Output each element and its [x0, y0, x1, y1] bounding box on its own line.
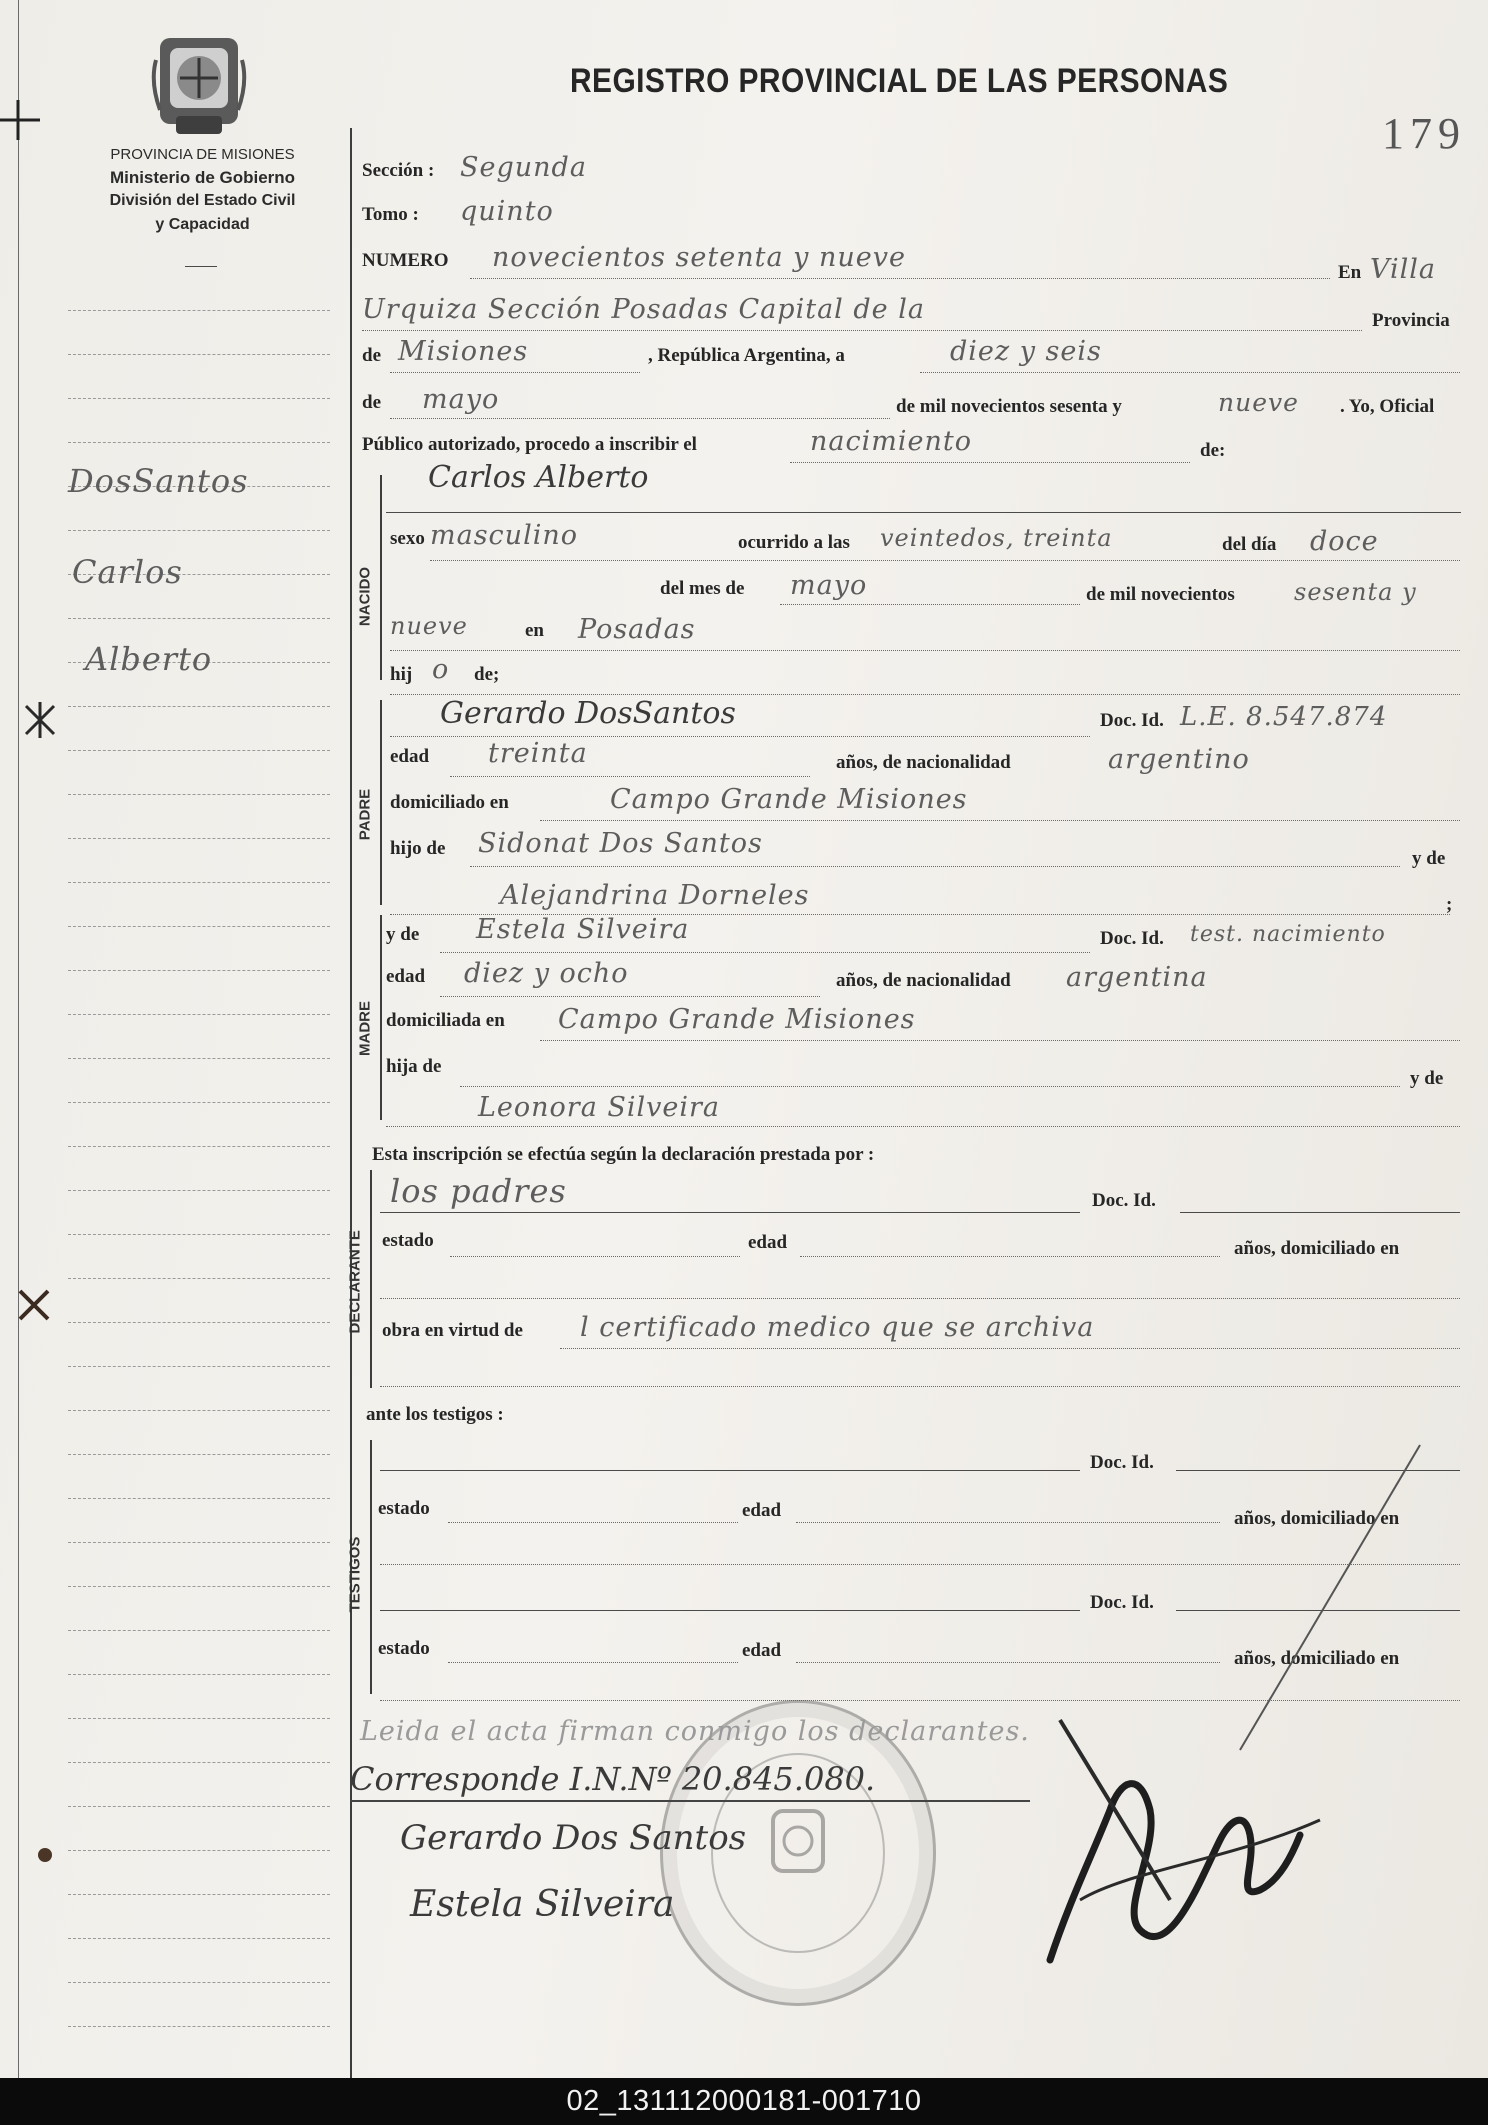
- staple-mark-icon: [14, 1285, 54, 1325]
- acto-line: [790, 462, 1190, 463]
- testigo1-estado-label: estado: [378, 1498, 430, 1519]
- margin-rule-line: [68, 926, 330, 927]
- nacido-anio1-value: sesenta y: [1294, 578, 1417, 606]
- margin-rule-line: [68, 1102, 330, 1103]
- testigo1-edad-line: [796, 1522, 1220, 1523]
- agency-province: PROVINCIA DE MISIONES: [110, 146, 295, 163]
- margin-rule-line: [68, 442, 330, 443]
- margin-rule-line: [68, 2026, 330, 2027]
- agency-capacity: y Capacidad: [155, 216, 250, 233]
- nacido-mes-label: del mes de: [660, 578, 745, 599]
- testigo1-edad-label: edad: [742, 1500, 782, 1521]
- madre-section-label: MADRE: [356, 1001, 374, 1056]
- margin-rule-line: [68, 1190, 330, 1191]
- anio-value: nueve: [1218, 388, 1299, 417]
- padre-edad-label: edad: [390, 746, 430, 767]
- de-label: de: [362, 345, 381, 366]
- margin-rule-line: [68, 1850, 330, 1851]
- tomo-value: quinto: [460, 196, 554, 227]
- closing-line-1: Leida el acta firman conmigo los declarantes.: [360, 1716, 1030, 1747]
- margin-rule-line: [68, 706, 330, 707]
- hij-line: [390, 694, 1460, 695]
- testigo2-estado-label: estado: [378, 1638, 430, 1659]
- margin-rule-line: [68, 1674, 330, 1675]
- margin-rule-line: [68, 354, 330, 355]
- margin-rule-line: [68, 1146, 330, 1147]
- agency-ministry: Ministerio de Gobierno: [109, 168, 296, 187]
- mes-line: [390, 418, 890, 419]
- staple-mark-icon: [20, 700, 60, 740]
- declarante-intro: Esta inscripción se efectúa según la declaración prestada por :: [372, 1144, 875, 1165]
- madre-doc-label: Doc. Id.: [1100, 928, 1164, 949]
- madre-hija-line: [460, 1086, 1400, 1087]
- padre-doc-label: Doc. Id.: [1100, 710, 1164, 731]
- margin-rule-line: [68, 750, 330, 751]
- del-dia-label: del día: [1222, 534, 1277, 555]
- seal-emblem-icon: [763, 1803, 833, 1883]
- lugar-line: [390, 650, 1460, 651]
- obra-label: obra en virtud de: [382, 1320, 523, 1341]
- margin-rule-line: [68, 530, 330, 531]
- madre-dom-value: Campo Grande Misiones: [558, 1004, 916, 1035]
- testigo1-anios-label: años, domiciliado en: [1234, 1508, 1400, 1529]
- margin-rule-line: [68, 1058, 330, 1059]
- obra-line: [560, 1348, 1460, 1349]
- declarante-dom-line: [380, 1298, 1460, 1299]
- seccion-value: Segunda: [460, 152, 587, 183]
- tomo-label: Tomo :: [362, 204, 419, 225]
- image-id-footer: 02_131112000181-001710: [0, 2078, 1488, 2125]
- margin-rule-line: [68, 1718, 330, 1719]
- nacido-mil-label: de mil novecientos: [1086, 584, 1235, 605]
- margin-rule-line: [68, 1806, 330, 1807]
- madre-hija-value: Leonora Silveira: [478, 1092, 721, 1123]
- sexo-value: masculino: [430, 520, 578, 551]
- margin-rule-line: [68, 882, 330, 883]
- testigo2-doc-label: Doc. Id.: [1090, 1592, 1154, 1613]
- closing-signature-mother: Estela Silveira: [410, 1884, 675, 1925]
- mes-value: mayo: [422, 384, 500, 415]
- nacido-en-label: en: [525, 620, 544, 641]
- declarante-edad-label: edad: [748, 1232, 788, 1253]
- declarante-nombre-value: los padres: [390, 1172, 567, 1210]
- hora-value: veintedos, treinta: [880, 524, 1113, 552]
- place-line: [362, 330, 1362, 331]
- de3-label: de:: [1200, 440, 1226, 461]
- margin-rule-line: [68, 1366, 330, 1367]
- margin-rule-line: [68, 1762, 330, 1763]
- madre-yde-label: y de: [386, 924, 420, 945]
- padre-hijo-label: hijo de: [390, 838, 446, 859]
- officer-signature-icon: [1030, 1660, 1330, 1980]
- padre-nombre-value: Gerardo DosSantos: [440, 696, 736, 731]
- testigo2-estado-line: [448, 1662, 738, 1663]
- margin-rule-line: [68, 1982, 330, 1983]
- seccion-label: Sección :: [362, 160, 435, 181]
- nacido-section-label: NACIDO: [356, 566, 374, 627]
- agency-division: División del Estado Civil: [109, 192, 296, 209]
- padre-doc-value: L.E. 8.547.874: [1180, 702, 1388, 732]
- hij-value: o: [432, 654, 450, 685]
- nombre-value: Carlos Alberto: [428, 460, 649, 495]
- publico-label: Público autorizado, procedo a inscribir el: [362, 434, 697, 455]
- madre-yde2-label: y de: [1410, 1068, 1444, 1089]
- testigos-section-label: TESTIGOS: [346, 1536, 364, 1613]
- margin-rule-line: [68, 1014, 330, 1015]
- padre-hijo1-value: Sidonat Dos Santos: [478, 828, 763, 859]
- declarante-section-label: DECLARANTE: [346, 1230, 364, 1334]
- declarante-doc-line: [1180, 1212, 1460, 1213]
- sexo-label: sexo: [390, 528, 425, 549]
- declarante-doc-label: Doc. Id.: [1092, 1190, 1156, 1211]
- numero-label: NUMERO: [362, 250, 449, 271]
- padre-edad-line: [450, 776, 810, 777]
- testigo2-edad-label: edad: [742, 1640, 782, 1661]
- margin-rule-line: [68, 310, 330, 311]
- madre-edad-value: diez y ocho: [464, 958, 629, 989]
- republica-label: , República Argentina, a: [648, 345, 845, 366]
- padre-nac-value: argentino: [1108, 744, 1250, 775]
- margin-rule-line: [68, 1894, 330, 1895]
- margin-rule-line: [68, 398, 330, 399]
- padre-hijo1-line: [470, 866, 1400, 867]
- margin-rule-line: [68, 838, 330, 839]
- nacido-bracket: [380, 475, 382, 680]
- acto-value: nacimiento: [810, 426, 972, 457]
- nacido-mes-line: [780, 604, 1080, 605]
- madre-nac-label: años, de nacionalidad: [836, 970, 1011, 991]
- margin-rule-line: [68, 1234, 330, 1235]
- de-line: [390, 372, 640, 373]
- padre-dom-line: [540, 820, 1460, 821]
- numero-value: novecientos setenta y nueve: [492, 242, 906, 273]
- madre-nac-value: argentina: [1066, 962, 1208, 993]
- madre-nombre-line: [440, 952, 1090, 953]
- padre-nombre-line: [390, 736, 1090, 737]
- de-value: Misiones: [398, 336, 529, 367]
- provincia-label: Provincia: [1372, 310, 1450, 331]
- madre-bracket: [380, 915, 382, 1120]
- testigo2-anios-label: años, domiciliado en: [1234, 1648, 1400, 1669]
- dia-line: [920, 372, 1460, 373]
- margin-rule-line: [68, 1630, 330, 1631]
- margin-rule-line: [68, 1410, 330, 1411]
- padre-semicolon: ;: [1446, 894, 1453, 915]
- agency-rule: [185, 266, 217, 267]
- padre-dom-value: Campo Grande Misiones: [610, 784, 968, 815]
- madre-edad-label: edad: [386, 966, 426, 987]
- padre-bracket: [380, 700, 382, 905]
- declarante-estado-label: estado: [382, 1230, 434, 1251]
- en-value: Villa: [1370, 254, 1437, 285]
- obra-line-2: [380, 1386, 1460, 1387]
- madre-dom-label: domiciliada en: [386, 1010, 505, 1031]
- margin-rule-line: [68, 1938, 330, 1939]
- de2-label: de: [362, 392, 381, 413]
- nacido-mes-value: mayo: [790, 570, 868, 601]
- madre-doc-value: test. nacimiento: [1190, 922, 1386, 947]
- margin-rule-line: [68, 1278, 330, 1279]
- padre-hijo2-value: Alejandrina Dorneles: [500, 880, 810, 911]
- en-label: En: [1338, 262, 1362, 283]
- binding-hole-icon: [0, 100, 60, 140]
- nombre-line: [386, 512, 1461, 513]
- madre-edad-line: [440, 996, 820, 997]
- testigo1-nombre-line: [380, 1470, 1080, 1471]
- closing-line-2-rule: [350, 1800, 1030, 1802]
- page-number: 179: [1382, 109, 1466, 158]
- hij-label: hij: [390, 664, 413, 685]
- closing-line-2: Corresponde I.N.Nº 20.845.080.: [350, 1760, 876, 1798]
- mil-label: de mil novecientos sesenta y: [896, 396, 1122, 417]
- padre-dom-label: domiciliado en: [390, 792, 509, 813]
- testigos-bracket: [370, 1440, 372, 1694]
- madre-dom-line: [540, 1040, 1460, 1041]
- padre-section-label: PADRE: [356, 788, 374, 841]
- margin-rule-line: [68, 794, 330, 795]
- ocurrido-label: ocurrido a las: [738, 532, 850, 553]
- testigo1-estado-line: [448, 1522, 738, 1523]
- closing-signature-father: Gerardo Dos Santos: [400, 1818, 747, 1858]
- margin-surname: DosSantos: [68, 462, 249, 500]
- declarante-bracket: [370, 1170, 372, 1388]
- staple-mark-icon: [30, 1840, 60, 1870]
- hij-de-label: de;: [474, 664, 500, 685]
- margin-rule-line: [68, 1586, 330, 1587]
- margin-rule-line: [68, 1498, 330, 1499]
- document-title: REGISTRO PROVINCIAL DE LAS PERSONAS: [570, 62, 1229, 100]
- margin-rule-line: [68, 1454, 330, 1455]
- yo-label: . Yo, Oficial: [1340, 396, 1435, 417]
- declarante-edad-line: [800, 1256, 1220, 1257]
- padre-edad-value: treinta: [488, 738, 588, 769]
- margin-rule-line: [68, 1322, 330, 1323]
- nacido-anio2-value: nueve: [390, 612, 468, 640]
- sexo-line: [430, 560, 1460, 561]
- dia-value: diez y seis: [950, 336, 1102, 367]
- numero-line: [470, 278, 1330, 279]
- testigo2-nombre-line: [380, 1610, 1080, 1611]
- madre-nombre-value: Estela Silveira: [476, 914, 690, 945]
- testigo1-doc-label: Doc. Id.: [1090, 1452, 1154, 1473]
- binding-edge: [18, 0, 19, 2078]
- coat-of-arms-icon: [150, 30, 248, 142]
- padre-yde-label: y de: [1412, 848, 1446, 869]
- margin-rule-line: [68, 970, 330, 971]
- margin-given-name-2: Alberto: [85, 640, 213, 678]
- lugar-value: Posadas: [578, 614, 696, 645]
- madre-hija2-line: [386, 1126, 1460, 1127]
- margin-given-name-1: Carlos: [72, 553, 183, 591]
- declarante-estado-line: [450, 1256, 740, 1257]
- declarante-anios-label: años, domiciliado en: [1234, 1238, 1400, 1259]
- obra-value: l certificado medico que se archiva: [580, 1312, 1095, 1343]
- madre-hija-label: hija de: [386, 1056, 442, 1077]
- padre-nac-label: años, de nacionalidad: [836, 752, 1011, 773]
- margin-rule-line: [68, 618, 330, 619]
- margin-rule-line: [68, 1542, 330, 1543]
- place-value: Urquiza Sección Posadas Capital de la: [362, 294, 925, 325]
- testigos-intro: ante los testigos :: [366, 1404, 504, 1425]
- nacido-dia-value: doce: [1310, 526, 1379, 557]
- declarante-nombre-line: [380, 1212, 1080, 1213]
